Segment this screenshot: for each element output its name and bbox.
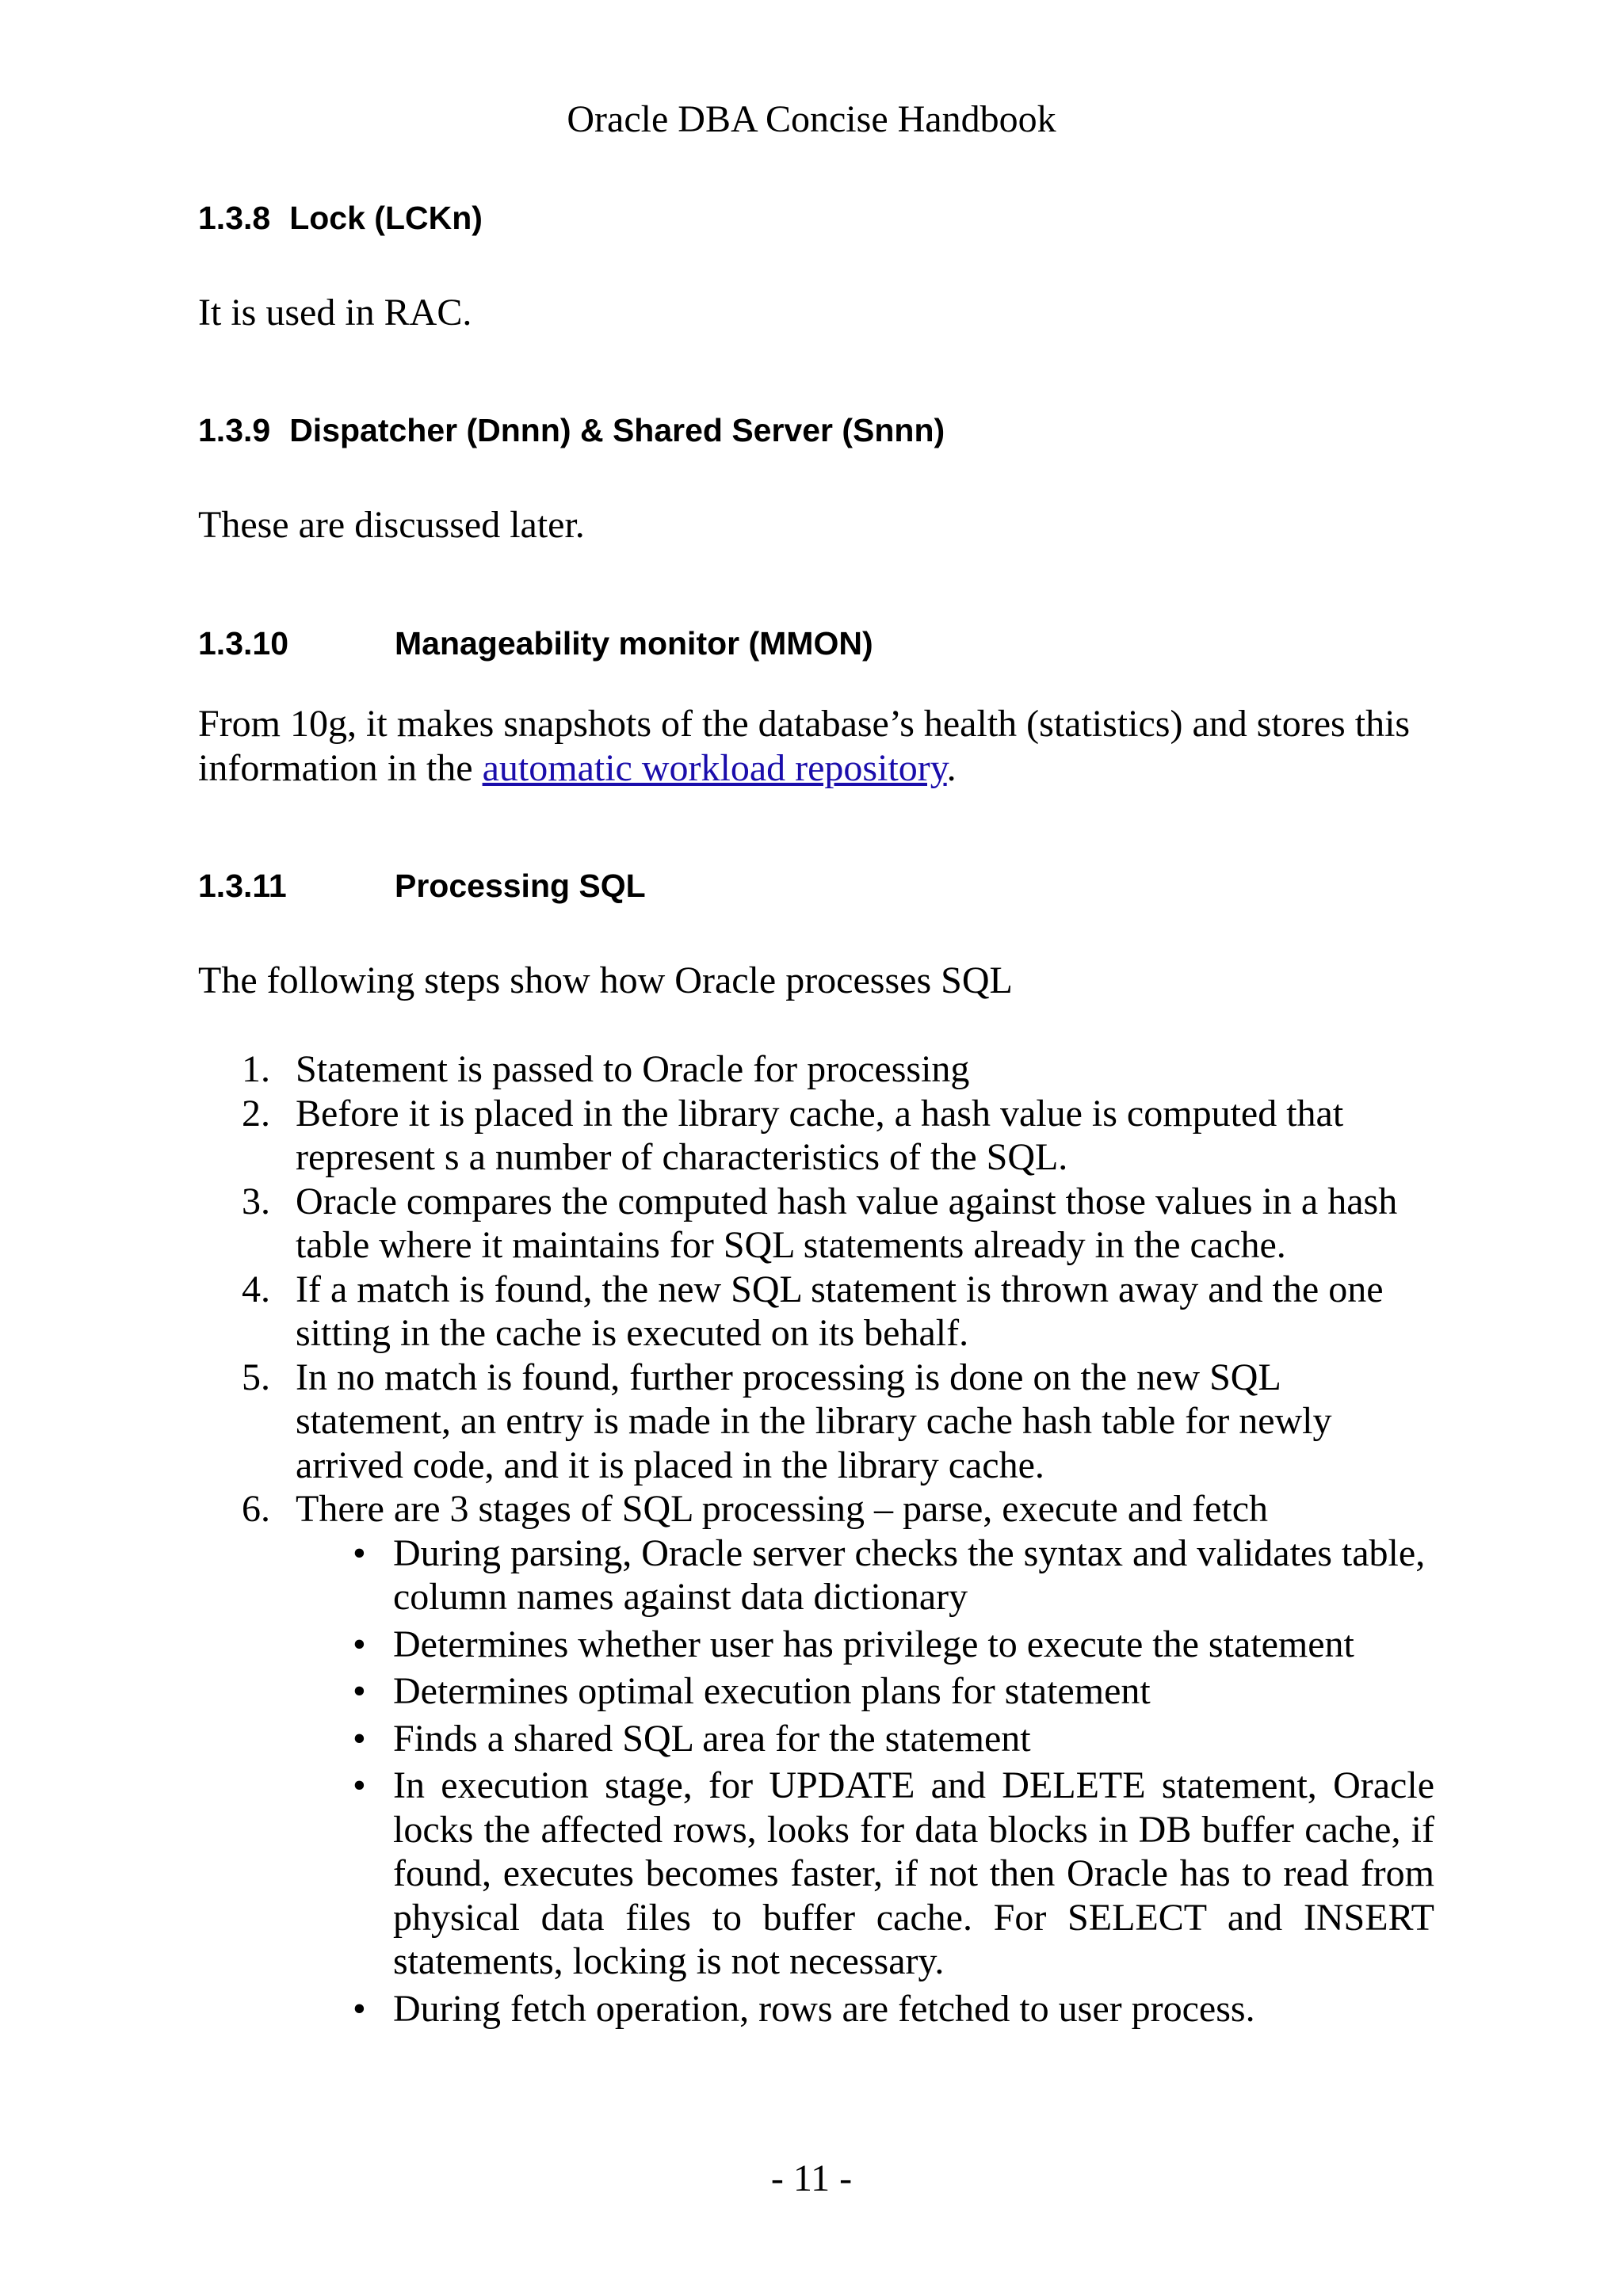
bullet-icon: • (353, 1531, 366, 1574)
mmon-text: From 10g, it makes snapshots of the database’s health (statistics) and stores this information in the (198, 703, 1411, 789)
section-text-dispatcher: These are discussed later. (198, 504, 585, 546)
list-item-text: If a match is found, the new SQL statement is thrown away and the one sitting in the cache is executed on its behalf. (296, 1268, 1384, 1354)
bullet-icon: • (353, 1987, 366, 2030)
section-number: 1.3.8 (198, 200, 271, 236)
section-title: Dispatcher (Dnnn) & Shared Server (Snnn) (289, 412, 945, 448)
mmon-text-end: . (946, 747, 957, 789)
section-title: Processing SQL (395, 868, 646, 904)
list-item (198, 1180, 1434, 1268)
list-marker: 1. (242, 1048, 270, 1090)
bullet-text: During parsing, Oracle server checks the syntax and validates table, column names against data dictionary (393, 1531, 1426, 1618)
bullet-text: In execution stage, for UPDATE and DELETE statement, Oracle locks the affected rows, looks for data blocks in DB buffer cache, if found, executes becomes faster, if not then Oracle has to read from physical data files to buffer cache. For SELECT and INSERT statements, locking is not necessary. (393, 1764, 1434, 1982)
sql-stage-bullets (296, 1531, 1434, 2031)
section-heading-lock (198, 198, 483, 238)
list-marker: 6. (242, 1488, 270, 1530)
bullet-item (296, 1669, 1434, 1714)
list-item-text: Before it is placed in the library cache, a hash value is computed that represent s a number of characteristics of the SQL. (296, 1092, 1344, 1178)
awr-link[interactable]: automatic workload repository (482, 747, 947, 789)
list-item (198, 1487, 1434, 2031)
section-heading-processing-sql (198, 866, 646, 906)
bullet-item (296, 1987, 1434, 2031)
list-item (198, 1092, 1434, 1180)
bullet-item (296, 1764, 1434, 1984)
bullet-icon: • (353, 1670, 366, 1712)
section-intro-processing-sql: The following steps show how Oracle processes SQL (198, 959, 1013, 1001)
sql-steps-list (198, 1047, 1434, 2034)
section-heading-dispatcher (198, 410, 945, 450)
section-title: Manageability monitor (MMON) (395, 625, 873, 662)
section-heading-mmon (198, 624, 873, 663)
bullet-item (296, 1531, 1434, 1619)
bullet-item (296, 1623, 1434, 1667)
bullet-text: Determines whether user has privilege to execute the statement (393, 1623, 1354, 1665)
list-item (198, 1047, 1434, 1092)
bullet-text: Determines optimal execution plans for statement (393, 1670, 1151, 1712)
list-item (198, 1356, 1434, 1488)
section-number: 1.3.9 (198, 412, 271, 448)
list-marker: 5. (242, 1356, 270, 1398)
bullet-icon: • (353, 1764, 366, 1806)
list-item-text: In no match is found, further processing is done on the new SQL statement, an entry is made in the library cache hash table for newly arrived code, and it is placed in the library cache. (296, 1356, 1332, 1486)
list-marker: 3. (242, 1180, 270, 1222)
page-number: - 11 - (770, 2157, 853, 2199)
bullet-icon: • (353, 1623, 366, 1665)
bullet-item (296, 1717, 1434, 1761)
list-item-text: There are 3 stages of SQL processing – parse, execute and fetch (296, 1488, 1269, 1530)
list-item (198, 1268, 1434, 1356)
list-marker: 4. (242, 1268, 270, 1310)
section-title: Lock (LCKn) (289, 200, 483, 236)
section-number: 1.3.11 (198, 868, 287, 904)
bullet-text: Finds a shared SQL area for the statement (393, 1717, 1031, 1760)
list-marker: 2. (242, 1092, 270, 1135)
list-item-text: Oracle compares the computed hash value against those values in a hash table where it maintains for SQL statements already in the cache. (296, 1180, 1398, 1266)
section-text-lock: It is used in RAC. (198, 292, 472, 334)
section-number: 1.3.10 (198, 625, 288, 662)
list-item-text: Statement is passed to Oracle for processing (296, 1048, 970, 1090)
bullet-text: During fetch operation, rows are fetched to user process. (393, 1987, 1255, 2030)
section-text-mmon (198, 702, 1434, 791)
page-header: Oracle DBA Concise Handbook (567, 98, 1056, 140)
bullet-icon: • (353, 1717, 366, 1760)
